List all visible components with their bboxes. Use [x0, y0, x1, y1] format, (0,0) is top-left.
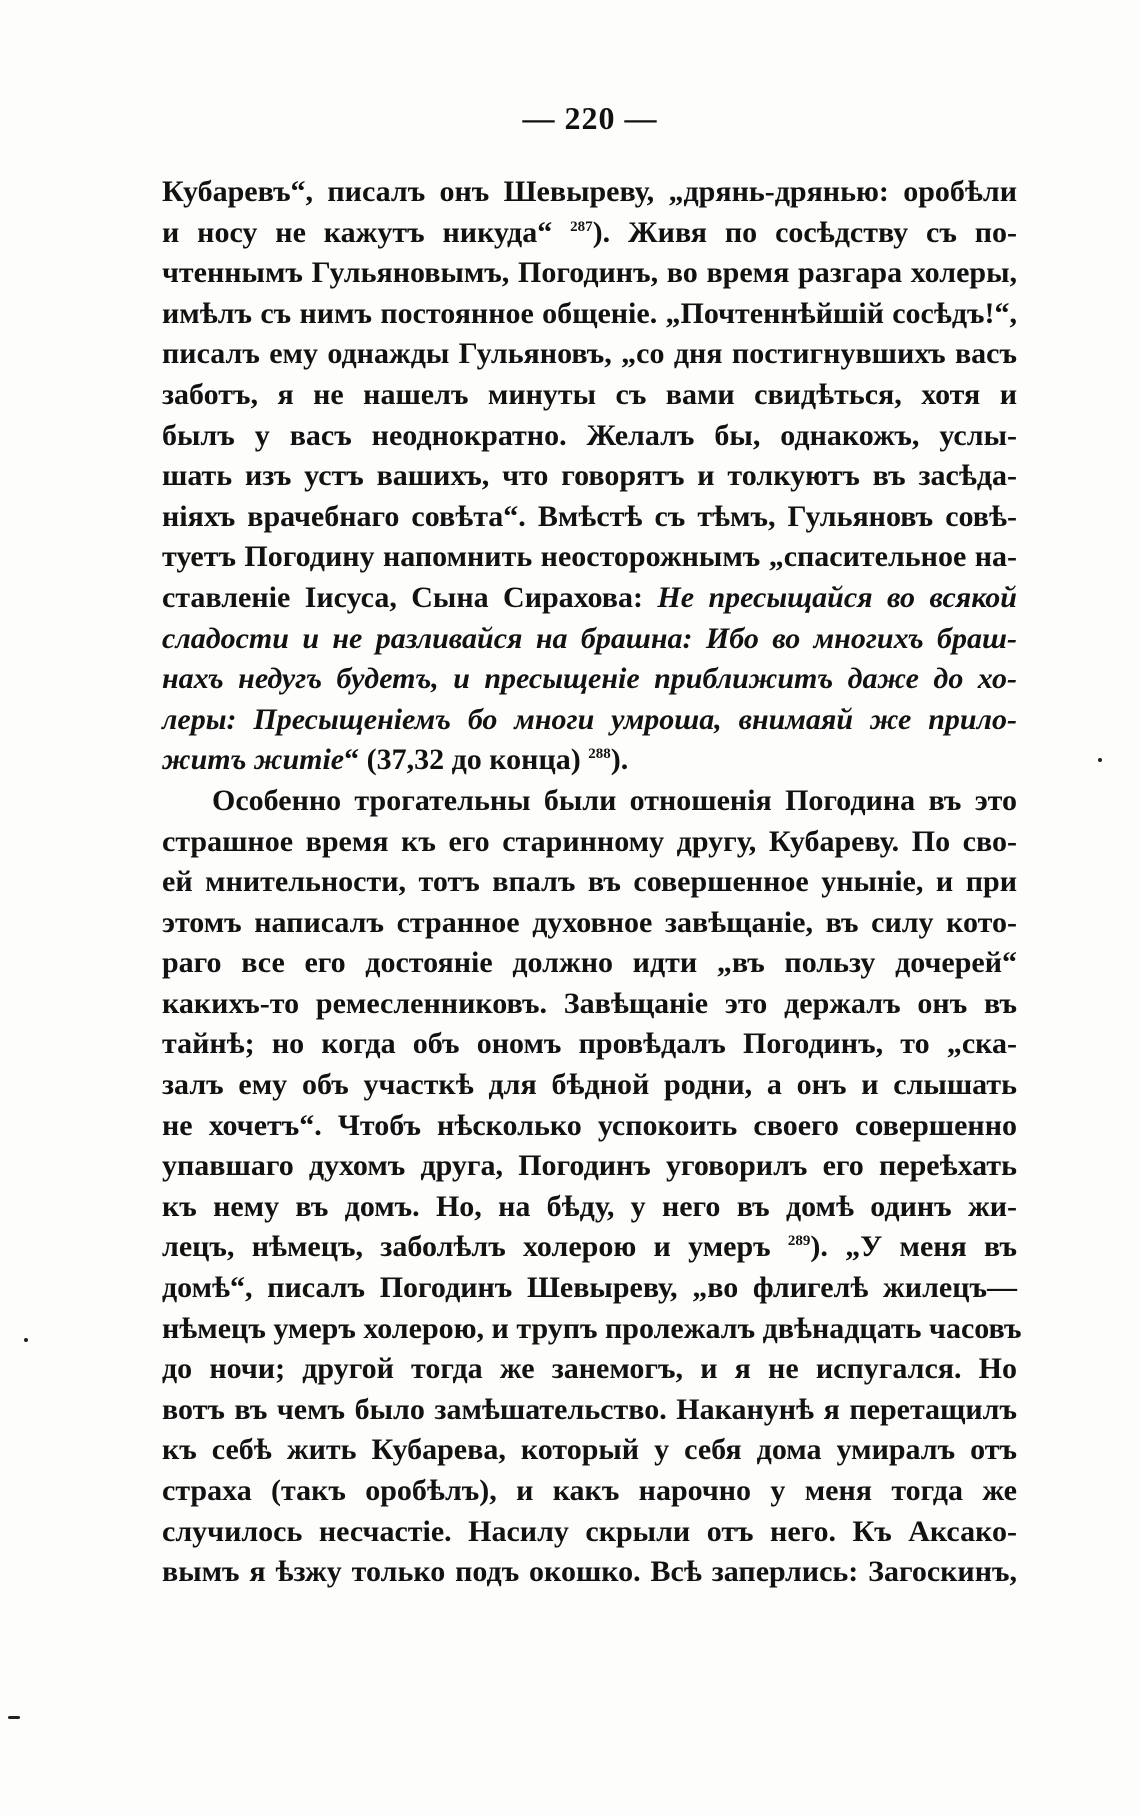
text-run: домѣ“, писалъ Погодинъ Шевыреву, „во флигелѣ жилецъ—	[162, 1271, 1017, 1305]
italic-quote: сладости и не разливайся на брашна: Ибо во многихъ браш-	[162, 621, 1017, 655]
text-run: “ (37,32 до конца)	[344, 743, 589, 777]
text-line	[162, 1309, 1022, 1350]
text-run: ніяхъ врачебнаго совѣта“. Вмѣстѣ съ тѣмъ, Гульяновъ совѣ-	[162, 499, 1017, 533]
text-run: ей мнительности, тотъ впалъ въ совершенное уныніе, и при	[162, 865, 1017, 899]
text-run: упавшаго духомъ друга, Погодинъ уговорилъ его переѣхать	[162, 1149, 1017, 1183]
footnote-ref: 289	[787, 1233, 811, 1250]
text-run: ).	[610, 743, 629, 777]
text-line	[162, 334, 1017, 375]
text-run: вымъ я ѣзжу только подъ окошко. Всѣ заперлись: Загоскинъ,	[162, 1555, 1017, 1589]
text-run: чтеннымъ Гульяновымъ, Погодинъ, во время разгара холеры,	[162, 256, 1017, 290]
text-line	[162, 456, 1017, 497]
text-run: страшное время къ его старинному другу, Кубареву. По сво-	[162, 824, 1017, 858]
text-run: писалъ ему однажды Гульяновъ, „со дня постигнувшихъ васъ	[162, 337, 1017, 371]
text-line	[162, 740, 1017, 781]
text-run: имѣлъ съ нимъ постоянное общеніе. „Почтеннѣйшій сосѣдъ!“,	[162, 296, 1017, 330]
text-line	[162, 1024, 1017, 1065]
text-line	[162, 822, 1017, 863]
text-line	[162, 1430, 1017, 1471]
italic-quote: житъ житіе	[162, 743, 345, 777]
italic-quote: леры: Пресыщеніемъ бо многи умроша, внимаяй же прило-	[162, 702, 1017, 736]
text-line	[162, 1471, 1017, 1512]
text-run: Кубаревъ“, писалъ онъ Шевыреву, „дрянь-дрянью: оробѣли	[162, 175, 1017, 208]
scan-speck	[8, 1716, 20, 1719]
text-line	[162, 1390, 1017, 1431]
text-run: къ нему въ домъ. Но, на бѣду, у него въ домѣ одинъ жи-	[162, 1189, 1017, 1223]
text-line	[162, 862, 1017, 903]
text-run: Особенно трогательны были отношенія Погодина въ это	[212, 783, 1017, 817]
text-line	[162, 537, 1017, 578]
text-line	[162, 1512, 1017, 1553]
text-run: нѣмецъ умеръ холерою, и трупъ пролежалъ двѣнадцать часовъ	[162, 1311, 1022, 1345]
scan-speck	[24, 1338, 28, 1342]
text-run: страха (такъ оробѣлъ), и какъ нарочно у меня тогда же	[162, 1474, 1017, 1507]
text-line	[162, 1187, 1017, 1228]
text-line	[162, 1268, 1017, 1309]
text-line	[162, 375, 1017, 416]
text-run: этомъ написалъ странное духовное завѣщаніе, въ силу кото-	[162, 905, 1017, 939]
text-run: тайнѣ; но когда объ ономъ провѣдалъ Погодинъ, то „ска-	[162, 1027, 1017, 1061]
text-line	[162, 1146, 1017, 1187]
text-run: какихъ-то ремесленниковъ. Завѣщаніе это держалъ онъ въ	[162, 986, 1017, 1020]
text-run: случилось несчастіе. Насилу скрыли отъ него. Къ Аксако-	[162, 1514, 1017, 1548]
body-text	[162, 172, 1022, 1593]
text-line	[162, 1106, 1017, 1147]
text-run: туетъ Погодину напомнить неосторожнымъ „спасительное на-	[162, 540, 1017, 574]
text-run: ). Живя по сосѣдству съ по-	[592, 215, 1017, 249]
text-line	[162, 1227, 1017, 1268]
text-run: вотъ въ чемъ было замѣшательство. Наканунѣ я перетащилъ	[162, 1392, 1017, 1426]
text-line	[162, 903, 1017, 944]
text-line	[162, 172, 1017, 213]
text-run: ставленіе Іисуса, Сына Сирахова:	[162, 580, 658, 614]
text-line	[162, 700, 1017, 741]
text-line	[162, 781, 1017, 822]
text-run: ). „У меня въ	[810, 1230, 1018, 1264]
italic-quote: нахъ недугъ будетъ, и пресыщеніе приближитъ даже до хо-	[162, 662, 1017, 696]
text-line	[162, 984, 1017, 1025]
text-run: не хочетъ“. Чтобъ нѣсколько успокоить своего совершенно	[162, 1108, 1017, 1142]
text-line	[162, 213, 1017, 254]
text-line	[162, 1349, 1017, 1390]
text-line	[162, 294, 1017, 335]
text-run: заботъ, я не нашелъ минуты съ вами свидѣться, хотя и	[162, 377, 1017, 411]
text-line	[162, 619, 1017, 660]
text-run: къ себѣ жить Кубарева, который у себя дома умиралъ отъ	[162, 1433, 1017, 1467]
text-run: залъ ему объ участкѣ для бѣдной родни, а онъ и слышать	[162, 1068, 1017, 1102]
text-line	[162, 659, 1017, 700]
text-line	[162, 1552, 1017, 1593]
text-run: шать изъ устъ вашихъ, что говорятъ и толкуютъ въ засѣда-	[162, 459, 1017, 493]
text-run: до ночи; другой тогда же занемогъ, и я не испугался. Но	[162, 1352, 1017, 1386]
scan-speck	[1098, 758, 1102, 762]
text-run: лецъ, нѣмецъ, заболѣлъ холерою и умеръ	[162, 1230, 788, 1264]
text-line	[162, 497, 1017, 538]
text-run: раго все его достояніе должно идти „въ пользу дочерей“	[162, 946, 1017, 980]
text-line	[162, 416, 1017, 457]
text-line	[162, 1065, 1017, 1106]
page-number: — 220 —	[522, 100, 658, 136]
text-line	[162, 253, 1017, 294]
footnote-ref: 287	[570, 218, 593, 235]
footnote-ref: 288	[588, 746, 611, 763]
text-run: и носу не кажутъ никуда“	[162, 215, 571, 249]
text-run: былъ у васъ неоднократно. Желалъ бы, однакожъ, услы-	[162, 418, 1017, 452]
text-line	[162, 943, 1017, 984]
text-line	[162, 578, 1017, 619]
italic-quote: Не пресыщайся во всякой	[657, 580, 1017, 614]
